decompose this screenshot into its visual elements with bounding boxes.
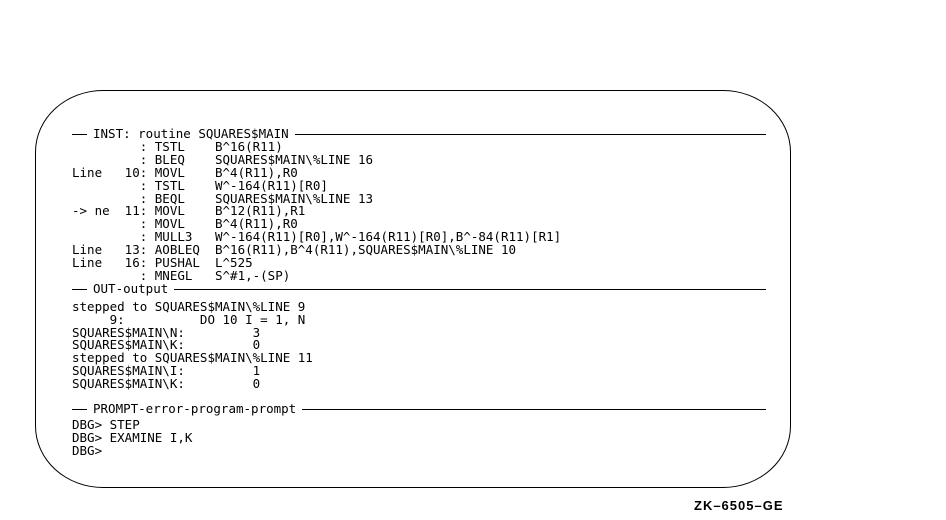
divider-dash bbox=[72, 289, 87, 290]
divider-dash bbox=[72, 409, 87, 410]
code-line: Line 16: PUSHAL L^525 bbox=[72, 255, 253, 271]
instruction-listing bbox=[72, 141, 766, 283]
code-line: SQUARES$MAIN\I: 1 bbox=[72, 363, 261, 379]
code-line: stepped to SQUARES$MAIN\%LINE 9 bbox=[72, 298, 306, 314]
code-line: : MOVL B^4(R11),R0 bbox=[72, 216, 298, 232]
code-line: Line 10: MOVL B^4(R11),R0 bbox=[72, 164, 298, 180]
code-line: : BEQL SQUARES$MAIN\%LINE 13 bbox=[72, 190, 374, 206]
prompt-section-label: PROMPT-error-program-prompt bbox=[93, 401, 297, 417]
code-line: DBG> STEP bbox=[72, 417, 140, 433]
code-line: : MNEGL S^#1,-(SP) bbox=[72, 267, 291, 283]
code-line: stepped to SQUARES$MAIN\%LINE 11 bbox=[72, 350, 313, 366]
code-line: DBG> EXAMINE I,K bbox=[72, 430, 193, 446]
code-line: : MULL3 W^-164(R11)[R0],W^-164(R11)[R0],B^-84(R11)[R1] bbox=[72, 229, 562, 245]
out-section-divider bbox=[72, 280, 766, 296]
code-line: DBG> bbox=[72, 443, 103, 459]
figure-id-label: ZK–6505–GE bbox=[694, 498, 784, 513]
divider-rule bbox=[295, 134, 766, 135]
code-line: SQUARES$MAIN\K: 0 bbox=[72, 337, 261, 353]
code-line: -> ne 11: MOVL B^12(R11),R1 bbox=[72, 203, 306, 219]
debugger-prompt-area bbox=[72, 419, 766, 459]
code-line: : BLEQ SQUARES$MAIN\%LINE 16 bbox=[72, 151, 374, 167]
code-line: : TSTL W^-164(R11)[R0] bbox=[72, 177, 328, 193]
inst-section-label: INST: routine SQUARES$MAIN bbox=[93, 126, 289, 142]
divider-rule bbox=[302, 409, 766, 410]
code-line: SQUARES$MAIN\K: 0 bbox=[72, 376, 261, 392]
terminal-screen-outline bbox=[35, 90, 791, 488]
output-display bbox=[72, 298, 766, 392]
divider-rule bbox=[174, 289, 766, 290]
prompt-section-divider bbox=[72, 403, 766, 416]
out-section-label: OUT-output bbox=[93, 280, 169, 296]
code-line: : TSTL B^16(R11) bbox=[72, 139, 283, 154]
code-line: SQUARES$MAIN\N: 3 bbox=[72, 324, 261, 340]
code-line: Line 13: AOBLEQ B^16(R11),B^4(R11),SQUARES$MAIN\%LINE 10 bbox=[72, 242, 517, 258]
divider-dash bbox=[72, 134, 87, 135]
code-line: 9: DO 10 I = 1, N bbox=[72, 311, 306, 327]
